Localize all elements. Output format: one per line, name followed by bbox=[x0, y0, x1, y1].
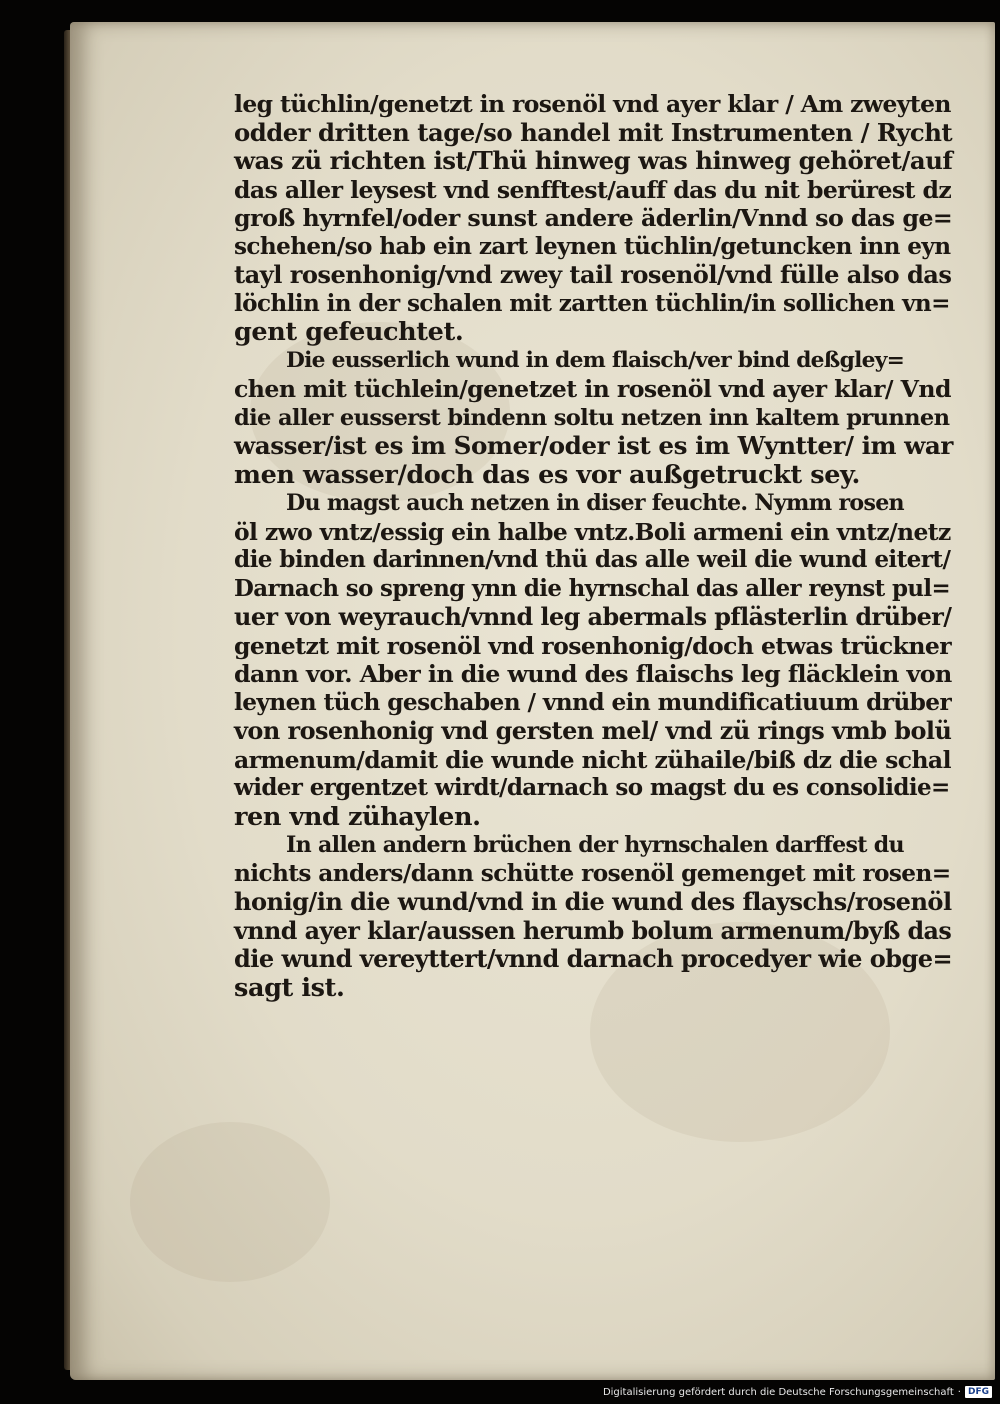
page-text bbox=[234, 90, 954, 1002]
text-line: ren vnd zühaylen. bbox=[234, 801, 481, 832]
text-line: die aller eusserst bindenn soltu netzen inn kaltem prunnen bbox=[234, 404, 950, 431]
text-line: löchlin in der schalen mit zartten tüchlin/in sollichen vn= bbox=[234, 289, 950, 317]
text-line: genetzt mit rosenöl vnd rosenhonig/doch etwas trückner bbox=[234, 631, 952, 660]
text-line: nichts anders/dann schütte rosenöl gemenget mit rosen= bbox=[234, 859, 951, 887]
text-line: Du magst auch netzen in diser feuchte. Nymm rosen bbox=[286, 490, 904, 516]
separator-dot: · bbox=[957, 1386, 961, 1398]
paper-stain bbox=[130, 1122, 330, 1282]
text-line: sagt ist. bbox=[234, 972, 345, 1003]
text-line: In allen andern brüchen der hyrnschalen darffest du bbox=[286, 832, 904, 858]
text-line: von rosenhonig vnd gersten mel/ vnd zü rings vmb bolü bbox=[234, 717, 952, 745]
text-line: groß hyrnfel/oder sunst andere äderlin/Vnnd so das ge= bbox=[234, 204, 953, 232]
text-line: chen mit tüchlein/genetzet in rosenöl vnd ayer klar/ Vnd bbox=[234, 375, 951, 403]
text-line: die wund vereyttert/vnnd darnach procedyer wie obge= bbox=[234, 944, 953, 973]
digitization-footer bbox=[603, 1382, 992, 1402]
text-line: Die eusserlich wund in dem flaisch/ver bind deßgley= bbox=[286, 347, 905, 373]
text-line: wasser/ist es im Somer/oder ist es im Wyntter/ im war bbox=[234, 431, 953, 460]
text-line: öl zwo vntz/essig ein halbe vntz.Boli armeni ein vntz/netz bbox=[234, 517, 951, 546]
text-line: men wasser/doch das es vor außgetruckt sey. bbox=[234, 459, 860, 490]
text-line: was zü richten ist/Thü hinweg was hinweg gehöret/auf bbox=[234, 146, 953, 175]
text-line: wider ergentzet wirdt/darnach so magst du es consolidie= bbox=[234, 774, 950, 801]
text-line: das aller leysest vnd senfftest/auff das du nit berürest dz bbox=[234, 175, 952, 204]
text-line: dann vor. Aber in die wund des flaischs leg fläcklein von bbox=[234, 660, 952, 688]
text-line: honig/in die wund/vnd in die wund des flayschs/rosenöl bbox=[234, 887, 952, 916]
text-line: vnnd ayer klar/aussen herumb bolum armenum/byß das bbox=[234, 916, 952, 945]
text-line: odder dritten tage/so handel mit Instrumenten / Rycht bbox=[234, 117, 953, 147]
dfg-logo: DFG bbox=[965, 1386, 992, 1398]
text-line: Darnach so spreng ynn die hyrnschal das aller reynst pul= bbox=[234, 574, 951, 602]
text-line: schehen/so hab ein zart leynen tüchlin/getuncken inn eyn bbox=[234, 232, 951, 260]
text-line: tayl rosenhonig/vnd zwey tail rosenöl/vnd fülle also das bbox=[234, 260, 952, 289]
text-line: leg tüchlin/genetzt in rosenöl vnd ayer klar / Am zweyten bbox=[234, 90, 951, 118]
funding-credit: Digitalisierung gefördert durch die Deutsche Forschungsgemeinschaft bbox=[602, 1386, 954, 1398]
text-line: leynen tüch geschaben / vnnd ein mundificatiuum drüber bbox=[234, 688, 952, 716]
text-line: gent gefeuchtet. bbox=[234, 317, 464, 347]
text-line: armenum/damit die wunde nicht zühaile/biß dz die schal bbox=[234, 745, 951, 774]
text-line: die binden darinnen/vnd thü das alle weil die wund eitert/ bbox=[234, 546, 951, 573]
text-line: uer von weyrauch/vnnd leg abermals pflästerlin drüber/ bbox=[234, 603, 952, 631]
